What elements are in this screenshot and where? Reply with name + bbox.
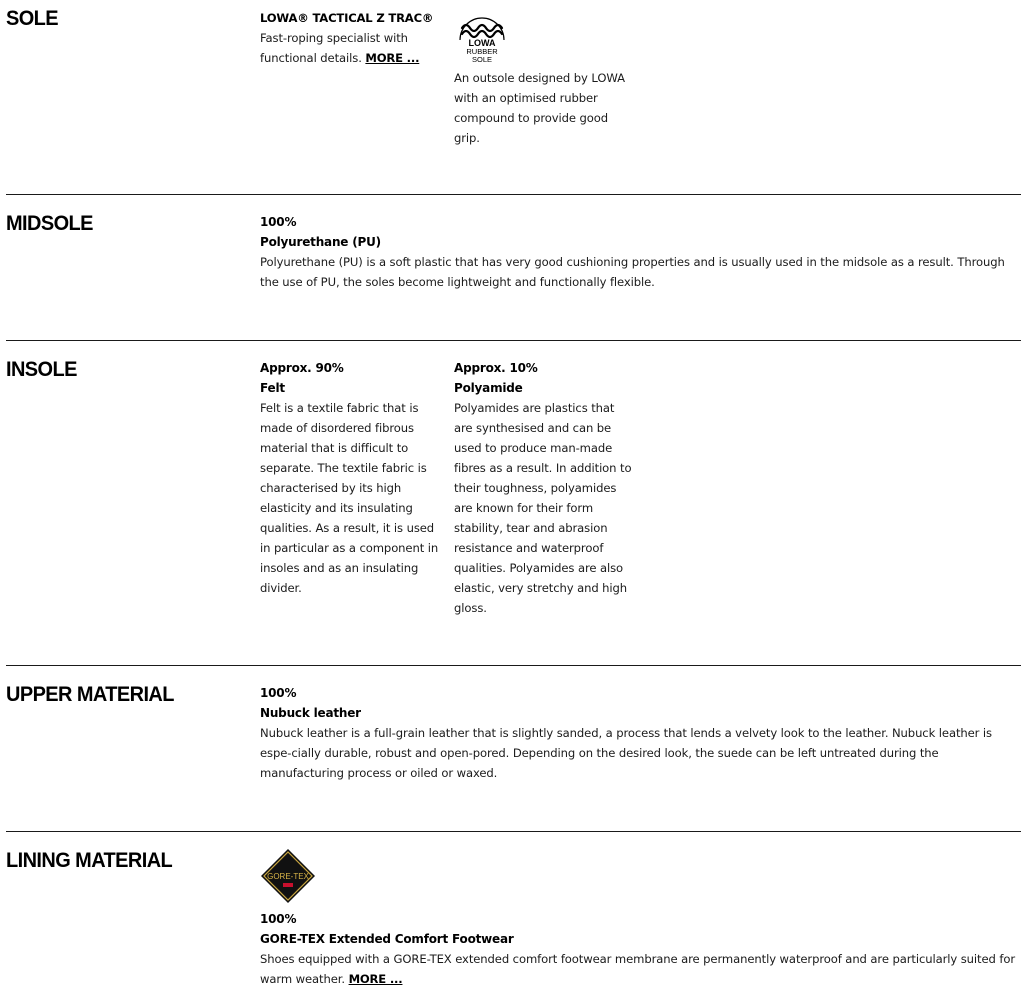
insole-felt-desc: Felt is a textile fabric that is made of disordered fibrous material that is difficult to separate. The textile fabric is characterised by its high elasticity and its insulating qualities. As a result, it is used in particular as a component in insoles and as an insulating divider. [260,401,439,595]
badge-lowa-text: LOWA [468,38,496,48]
sole-product-desc [260,28,440,68]
upper-desc: Nubuck leather is a full-grain leather that is slightly sanded, a process that lends a velvety look to the leather. Nubuck leather is espe-cially durable, robust and open-pored. Depending on the desired look, the suede can be left untreated during the manufacturing process or oiled or waxed. [260,726,992,780]
midsole-desc: Polyurethane (PU) is a soft plastic that has very good cushioning properties and is usually used in the midsole as a result. Through the use of PU, the soles become lightweight and functionally flexible. [260,255,1005,289]
insole-polyamide-desc: Polyamides are plastics that are synthesised and can be used to produce man-made fibres as a result. In addition to their toughness, polyamides are known for their form stability, tear and abrasion resistance and waterproof qualities. Polyamides are also elastic, very stretchy and high gloss. [454,401,632,615]
gore-tex-icon [260,848,316,904]
upper-content [260,683,1022,783]
divider-2 [6,340,1021,341]
upper-material: Nubuck leather [260,706,361,720]
lining-percent: 100% [260,912,297,926]
sole-product-text: Fast-roping specialist with functional details. [260,31,408,65]
insole-felt-percent: Approx. 90% [260,361,344,375]
lining-more-link[interactable]: MORE ... [348,972,403,986]
midsole-heading: MIDSOLE [6,212,93,235]
upper-percent: 100% [260,686,297,700]
lining-section [6,848,1021,994]
midsole-section [6,211,1021,331]
sole-heading: SOLE [6,7,59,30]
midsole-percent: 100% [260,215,297,229]
midsole-content [260,212,1022,292]
sole-more-link[interactable]: MORE ... [365,51,420,65]
lining-desc [260,949,1022,989]
sole-product [260,8,440,68]
insole-item-felt [260,358,442,598]
sole-badge-desc: An outsole designed by LOWA with an optimised rubber compound to provide good grip. [454,71,625,145]
insole-heading: INSOLE [6,358,77,381]
sole-badge-block [454,8,634,148]
lining-content [260,848,1022,989]
divider-3 [6,665,1021,666]
insole-item-polyamide [454,358,634,618]
lining-heading: LINING MATERIAL [6,849,173,872]
sole-product-name: LOWA® TACTICAL Z TRAC® [260,11,434,25]
lining-desc-text: Shoes equipped with a GORE-TEX extended comfort footwear membrane are permanently waterproof and are particularly suited for warm weather. [260,952,1015,986]
upper-section [6,682,1021,822]
insole-polyamide-percent: Approx. 10% [454,361,538,375]
midsole-material: Polyurethane (PU) [260,235,381,249]
insole-felt-material: Felt [260,381,285,395]
badge-rubber-text: RUBBER [466,47,498,56]
upper-heading: UPPER MATERIAL [6,683,174,706]
lining-material: GORE-TEX Extended Comfort Footwear [260,932,514,946]
sole-section [6,6,1021,186]
badge-sole-text: SOLE [471,55,493,64]
divider-4 [6,831,1021,832]
divider-1 [6,194,1021,195]
insole-section [6,357,1021,657]
insole-polyamide-material: Polyamide [454,381,523,395]
gore-tex-badge-text: GORE-TEX [267,872,309,881]
lowa-rubber-sole-icon [454,8,510,66]
